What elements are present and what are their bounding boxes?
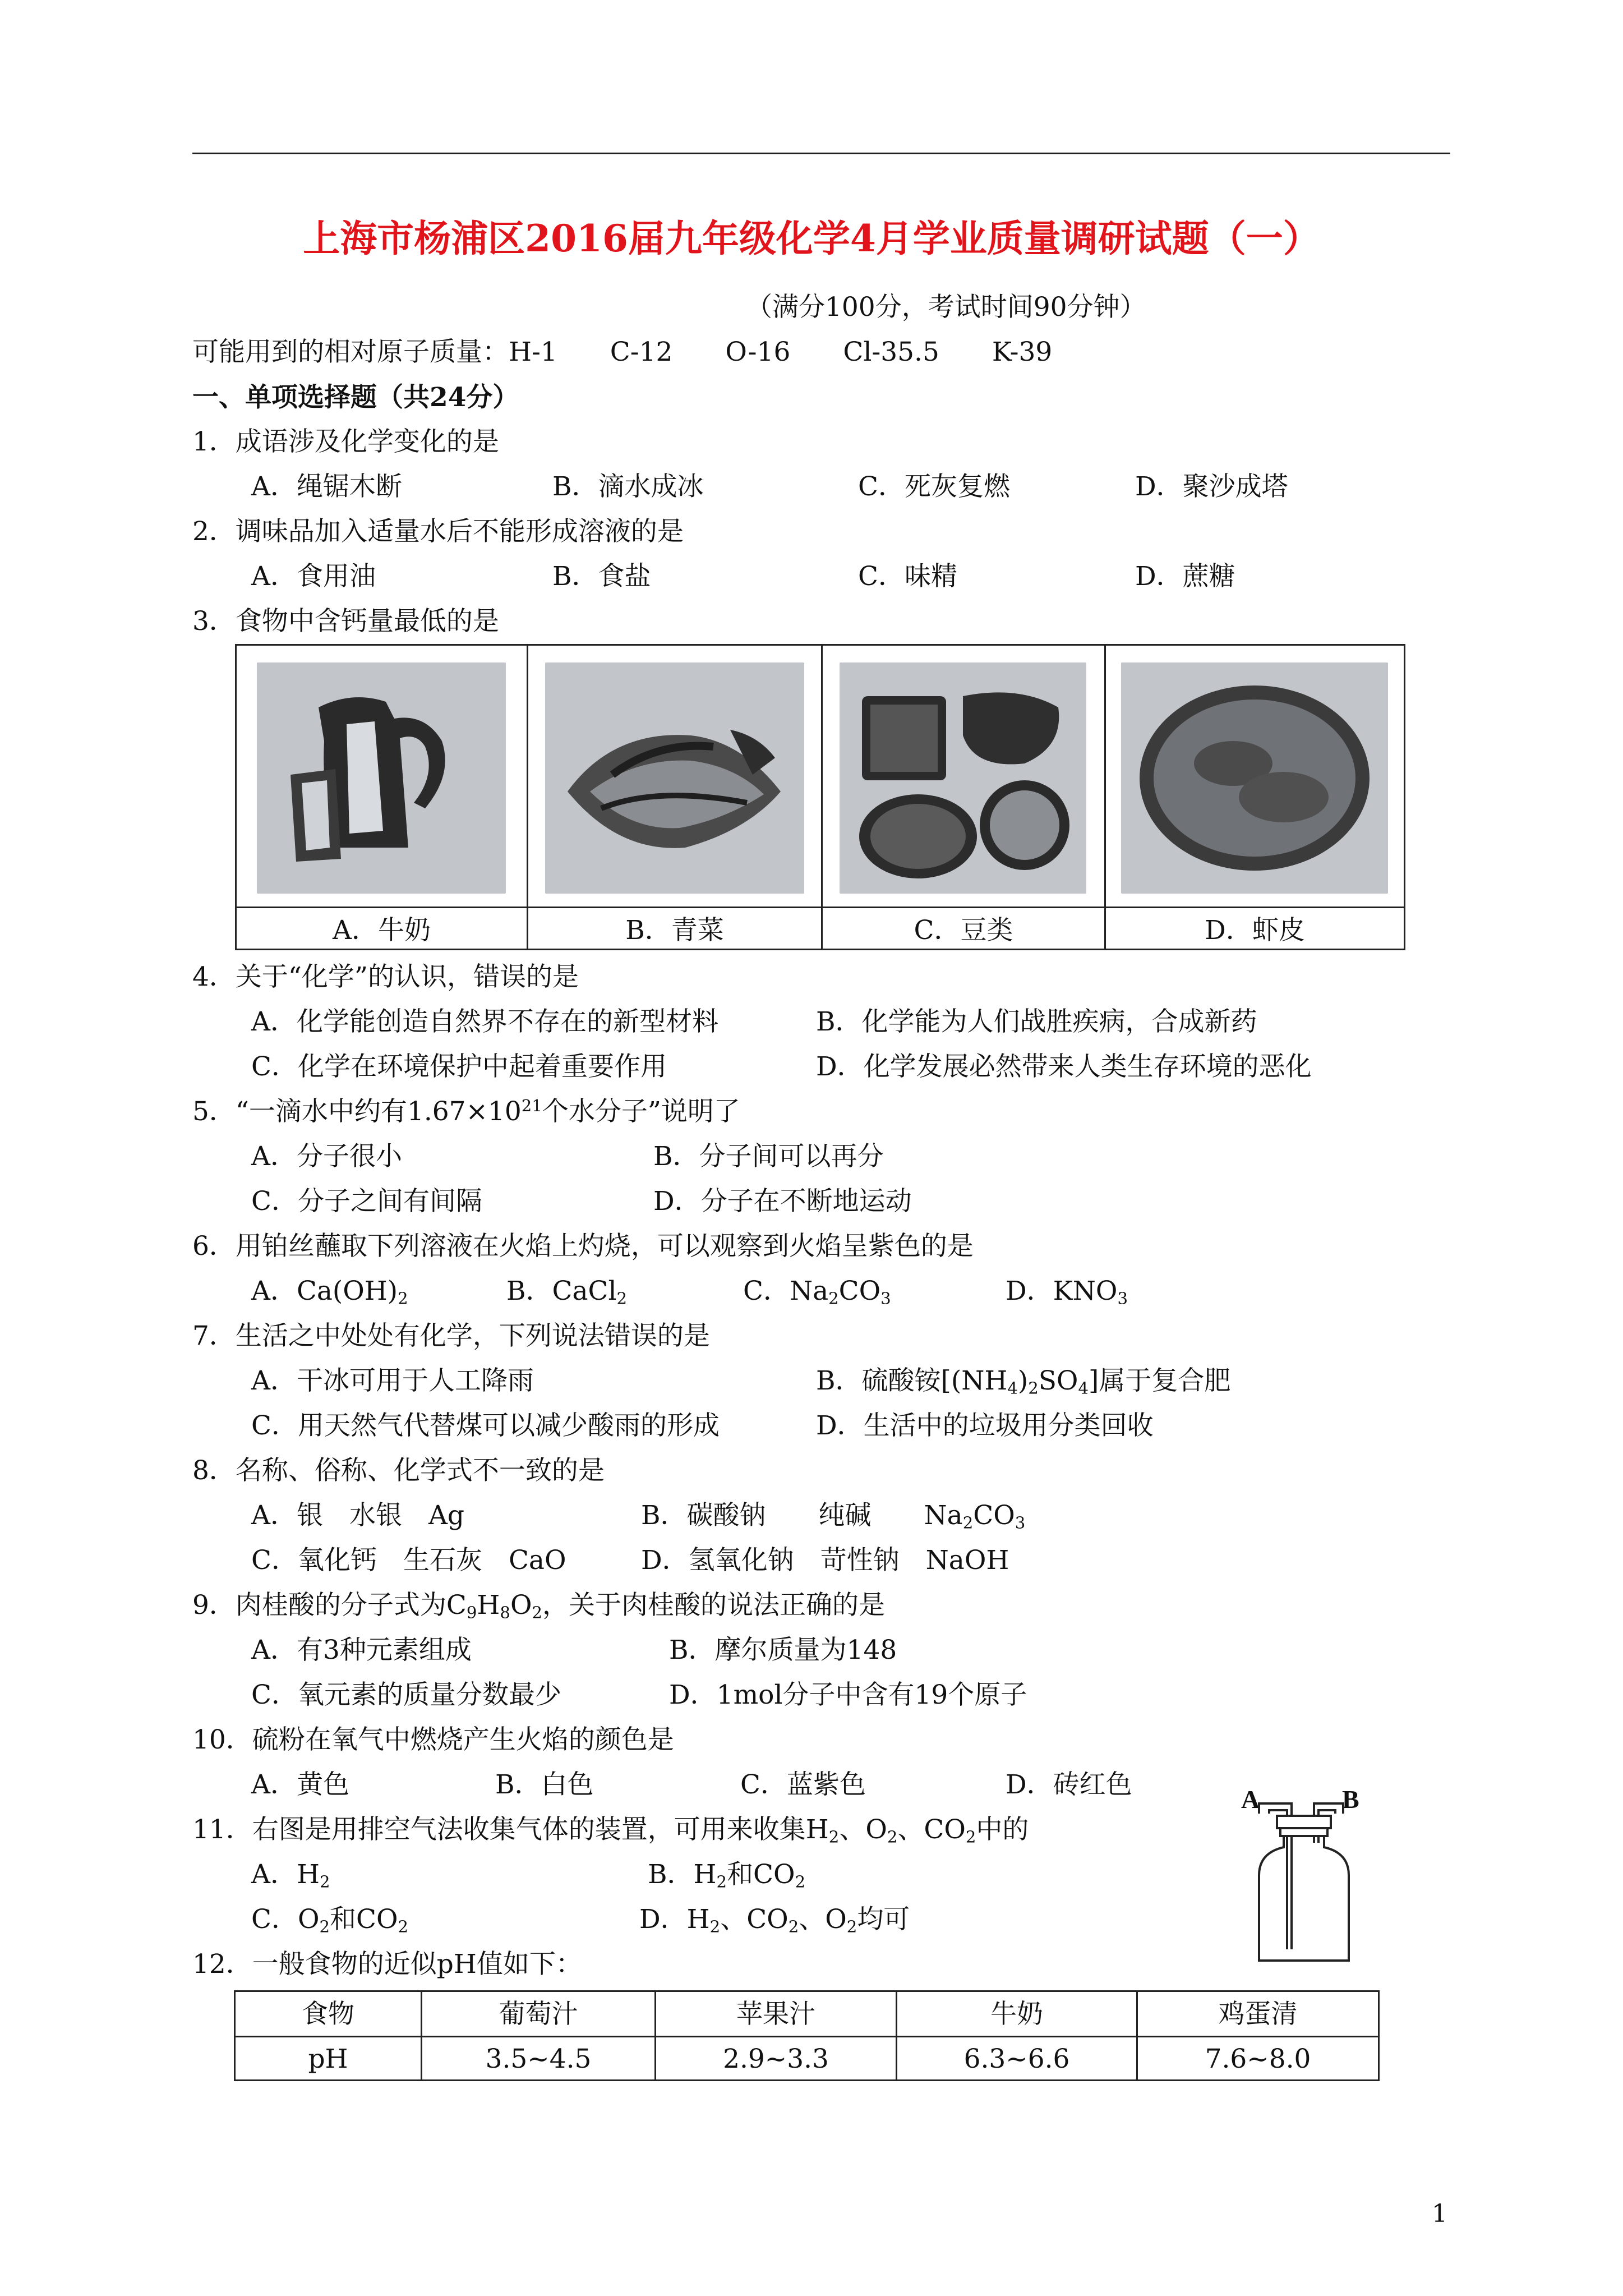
question-10-stem: 10．硫粉在氧气中燃烧产生火焰的颜色是 [192, 1724, 674, 1755]
q4-option-b: B．化学能为人们战胜疾病，合成新药 [816, 1006, 1257, 1037]
q3-option-c: C．豆类 [914, 915, 1013, 946]
question-8-stem: 8．名称、俗称、化学式不一致的是 [192, 1455, 605, 1486]
header-rule [192, 153, 1450, 154]
tube-label-a: A [1241, 1785, 1260, 1814]
beans-image [840, 662, 1086, 894]
page-title: 上海市杨浦区2016届九年级化学4月学业质量调研试题（一） [303, 217, 1320, 260]
q3-image-table [235, 644, 1405, 950]
question-4-stem: 4．关于“化学”的认识，错误的是 [192, 961, 579, 992]
table-cell: pH [308, 2044, 348, 2074]
q2-option-d: D．蔗糖 [1135, 561, 1235, 592]
exam-note: （满分100分，考试时间90分钟） [746, 292, 1146, 323]
q7-option-c: C．用天然气代替煤可以减少酸雨的形成 [251, 1410, 720, 1441]
q8-option-a: A．银 水银 Ag [251, 1500, 464, 1531]
question-3-stem: 3．食物中含钙量最低的是 [192, 606, 499, 637]
q3-option-a: A．牛奶 [333, 915, 431, 946]
q7-option-a: A．干冰可用于人工降雨 [251, 1365, 534, 1396]
q6-option-a: A．$Ca(OH)_2$ [251, 1276, 408, 1308]
q8-option-d: D．氢氧化钠 苛性钠 NaOH [641, 1545, 1009, 1576]
q9-option-d: D．1mol分子中含有19个原子 [669, 1680, 1027, 1710]
table-cell: 6.3~6.6 [963, 2044, 1070, 2074]
table-cell: 2.9~3.3 [723, 2044, 829, 2074]
page-number: 1 [1432, 2200, 1447, 2228]
table-header: 葡萄汁 [499, 1999, 578, 2030]
table-cell: 7.6~8.0 [1205, 2044, 1311, 2074]
q6-option-c: C．$Na_2CO_3$ [743, 1276, 891, 1308]
q4-option-c: C．化学在环境保护中起着重要作用 [251, 1051, 667, 1082]
q1-option-a: A．绳锯木断 [251, 471, 402, 502]
q2-option-a: A．食用油 [251, 561, 376, 592]
q5-option-c: C．分子之间有间隔 [251, 1186, 482, 1217]
question-11-stem: 11．右图是用排空气法收集气体的装置，可用来收集$H_2$、$O_2$、$CO_2$中的 [192, 1814, 1029, 1847]
q8-option-c: C．氧化钙 生石灰 CaO [251, 1545, 566, 1576]
q1-option-c: C．死灰复燃 [858, 471, 1010, 502]
q7-option-b: B．硫酸铵$[(NH_4)_2SO_4]$属于复合肥 [816, 1365, 1231, 1398]
q1-option-d: D．聚沙成塔 [1135, 471, 1288, 502]
q10-option-b: B．白色 [495, 1769, 594, 1800]
q9-option-a: A．有3种元素组成 [251, 1635, 472, 1665]
question-2-stem: 2．调味品加入适量水后不能形成溶液的是 [192, 516, 684, 547]
q6-option-d: D．$KNO_3$ [1006, 1276, 1128, 1308]
table-header: 苹果汁 [736, 1999, 815, 2030]
question-6-stem: 6．用铂丝蘸取下列溶液在火焰上灼烧，可以观察到火焰呈紫色的是 [192, 1231, 974, 1262]
q4-option-a: A．化学能创造自然界不存在的新型材料 [251, 1006, 718, 1037]
q11-option-d: D．$H_2$、$CO_2$、$O_2$均可 [639, 1904, 910, 1936]
q10-option-d: D．砖红色 [1006, 1769, 1132, 1800]
q2-option-b: B．食盐 [552, 561, 651, 592]
question-7-stem: 7．生活之中处处有化学，下列说法错误的是 [192, 1320, 710, 1351]
q3-option-b: B．青菜 [625, 915, 724, 946]
q6-option-b: B．CaCl$_2$ [506, 1276, 628, 1308]
dried-shrimp-image [1121, 662, 1388, 894]
ph-table [234, 1990, 1380, 2081]
q9-option-b: B．摩尔质量为148 [669, 1635, 897, 1665]
table-header: 食物 [302, 1999, 354, 2030]
q8-option-b: B．碳酸钠 纯碱 $Na_2CO_3$ [641, 1500, 1026, 1533]
green-vegetable-image [545, 662, 804, 894]
q7-option-d: D．生活中的垃圾用分类回收 [816, 1410, 1154, 1441]
section-heading: 一、单项选择题（共24分） [192, 382, 519, 413]
q10-option-a: A．黄色 [251, 1769, 349, 1800]
gas-collection-bottle-diagram [1237, 1781, 1371, 1966]
tube-label-b: B [1342, 1785, 1359, 1814]
q10-option-c: C．蓝紫色 [740, 1769, 866, 1800]
q1-option-b: B．滴水成冰 [552, 471, 704, 502]
question-5-stem: 5．“一滴水中约有$1.67\times 10^{21}$个水分子”说明了 [192, 1096, 740, 1127]
q11-option-a: A．$H_2$ [251, 1859, 330, 1892]
question-9-stem: 9．肉桂酸的分子式为$C_9H_8O_2$，关于肉桂酸的说法正确的是 [192, 1590, 886, 1622]
question-1-stem: 1．成语涉及化学变化的是 [192, 426, 499, 457]
q2-option-c: C．味精 [858, 561, 957, 592]
q3-option-d: D．虾皮 [1205, 915, 1305, 946]
table-cell: 3.5~4.5 [485, 2044, 592, 2074]
question-12-stem: 12．一般食物的近似pH值如下： [192, 1949, 582, 1980]
q11-option-c: C．$O_2$和$CO_2$ [251, 1904, 409, 1936]
q5-option-b: B．分子间可以再分 [653, 1141, 884, 1172]
q4-option-d: D．化学发展必然带来人类生存环境的恶化 [816, 1051, 1312, 1082]
table-header: 牛奶 [990, 1999, 1043, 2030]
milk-pitcher-image [257, 662, 506, 894]
q5-option-a: A．分子很小 [251, 1141, 402, 1172]
q5-option-d: D．分子在不断地运动 [653, 1186, 912, 1217]
q11-option-b: B．$H_2$和$CO_2$ [648, 1859, 806, 1892]
table-header: 鸡蛋清 [1218, 1999, 1298, 2030]
atomic-masses: 可能用到的相对原子质量：H-1 C-12 O-16 Cl-35.5 K-39 [192, 337, 1053, 367]
q9-option-c: C．氧元素的质量分数最少 [251, 1680, 561, 1710]
